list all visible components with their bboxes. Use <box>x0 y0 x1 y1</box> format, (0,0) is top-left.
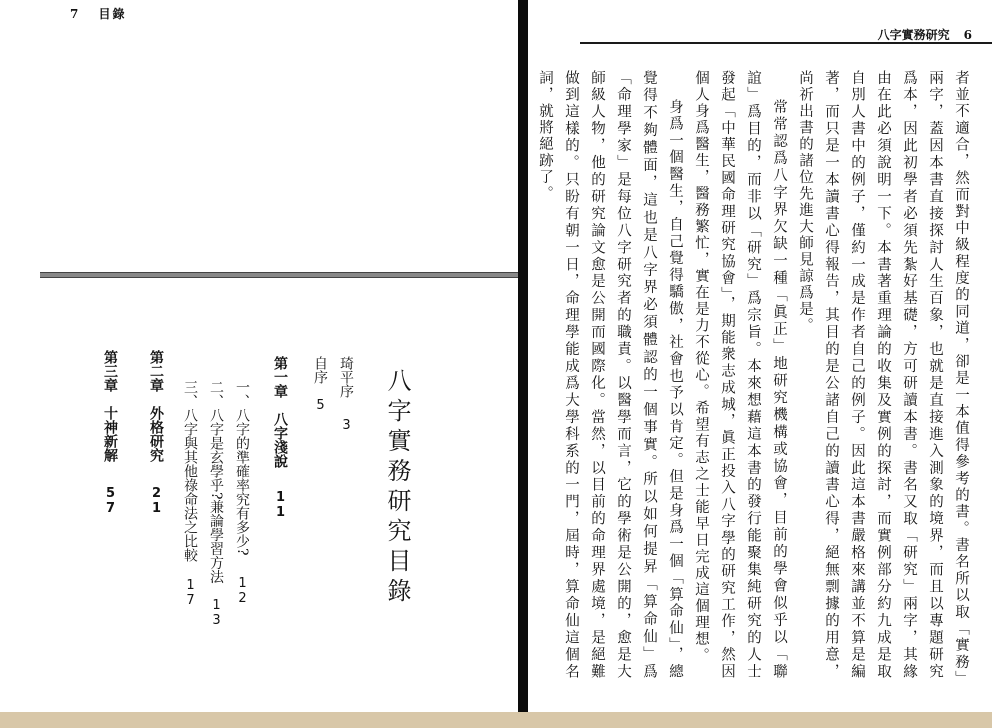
toc-entry-label: 二、八字是玄學乎?兼論學習方法 <box>208 380 224 584</box>
toc-entry-label: 琦平序 <box>338 356 354 398</box>
header-rule <box>580 42 992 44</box>
toc-entry-page: 5 <box>313 398 328 413</box>
body-text <box>537 70 974 680</box>
toc-entry-page: 12 <box>235 575 250 606</box>
toc-entry-preface-qiping[interactable] <box>336 356 356 433</box>
toc-entry-author-preface[interactable] <box>310 356 330 413</box>
toc-entry-label: 第三章 十神新解 <box>102 350 118 462</box>
toc-title: 八字實務研究目錄 <box>383 368 411 608</box>
toc-entry-page: 11 <box>273 490 288 520</box>
toc-entry-section-1-1[interactable] <box>232 380 252 606</box>
toc-entry-label: 自序 <box>312 356 328 384</box>
toc-entry-label: 第一章 八字淺說 <box>272 356 288 468</box>
right-running-title: 八字實務研究 <box>877 28 950 42</box>
toc-entry-section-1-2[interactable] <box>206 380 226 628</box>
left-running-title: 目錄 <box>98 7 127 21</box>
toc-entry-chapter-1[interactable] <box>270 356 290 520</box>
right-page-number: 6 <box>963 28 972 42</box>
toc-entry-page: 13 <box>209 597 224 628</box>
toc-entry-label: 第二章 外格研究 <box>148 350 164 462</box>
paragraph-2: 常常認爲八字界欠缺一種「眞正」地研究機構或協會，目前的學會似乎以「聯誼」爲目的，而非以「研究」爲宗旨。本來想藉這本書的發行能聚集純研究的人士發起「中華民國命理研究協會」，期能衆志成城，眞正投入八字學的研究工作，然因個人身爲醫生，醫務繁忙，實在是力不從心。希望有志之士能早日完成這個理想。 <box>693 70 787 680</box>
right-page-header <box>878 26 972 43</box>
toc-entry-page: 3 <box>339 418 354 433</box>
toc-entry-page: 17 <box>183 578 198 608</box>
toc-entry-section-1-3[interactable] <box>180 380 200 608</box>
toc-entry-page: 21 <box>149 486 164 516</box>
toc-entry-label: 一、八字的準確率究有多少? <box>234 380 250 556</box>
toc-entry-page: 57 <box>103 486 118 516</box>
left-page-number: 7 <box>70 7 81 21</box>
toc-entry-label: 三、八字與其他祿命法之比較 <box>182 380 198 562</box>
decorative-bar <box>40 272 520 278</box>
toc-entry-chapter-3[interactable] <box>100 350 120 516</box>
paragraph-1: 者並不適合，然而對中級程度的同道，卻是一本值得參考的書。書名所以取「實務」兩字，蓋因本書直接探討人生百象，也就是直接進入測象的境界，而且以專題研究爲本，因此初學者必須先紮好基礎，方可研讀本書。書名又取「研究」兩字，其緣由在此必須說明一下。本書著重理論的收集及實例的探討，而實例部分約九成是取自別人書中的例子，僅約一成是作者自己的例子。因此這本書嚴格來講並不算是編著，而只是一本讀書心得報告，其目的是公諸自己的讀書心得，絕無剽據的用意，尚祈出書的諸位先進大師見諒爲是。 <box>797 70 969 680</box>
right-page <box>528 0 992 712</box>
left-page-header <box>70 5 127 22</box>
toc-entry-chapter-2[interactable] <box>146 350 166 516</box>
paragraph-3: 身爲一個醫生，自己覺得驕傲，社會也予以肯定。但是身爲一個「算命仙」，總覺得不夠體面，這也是八字界必須體認的一個事實。所以如何提昇「算命仙」爲「命理學家」是每位八字研究者的職責。以醫學而言，它的學術是公開的，愈是大師級人物，他的研究論文愈是公開而國際化。當然，以目前的命理界處境，是絕難做到這樣的。只盼有朝一日，命理學能成爲大學科系的一門，屆時，算命仙這個名詞，就將絕跡了。 <box>537 70 683 680</box>
scan-edge <box>0 712 992 728</box>
